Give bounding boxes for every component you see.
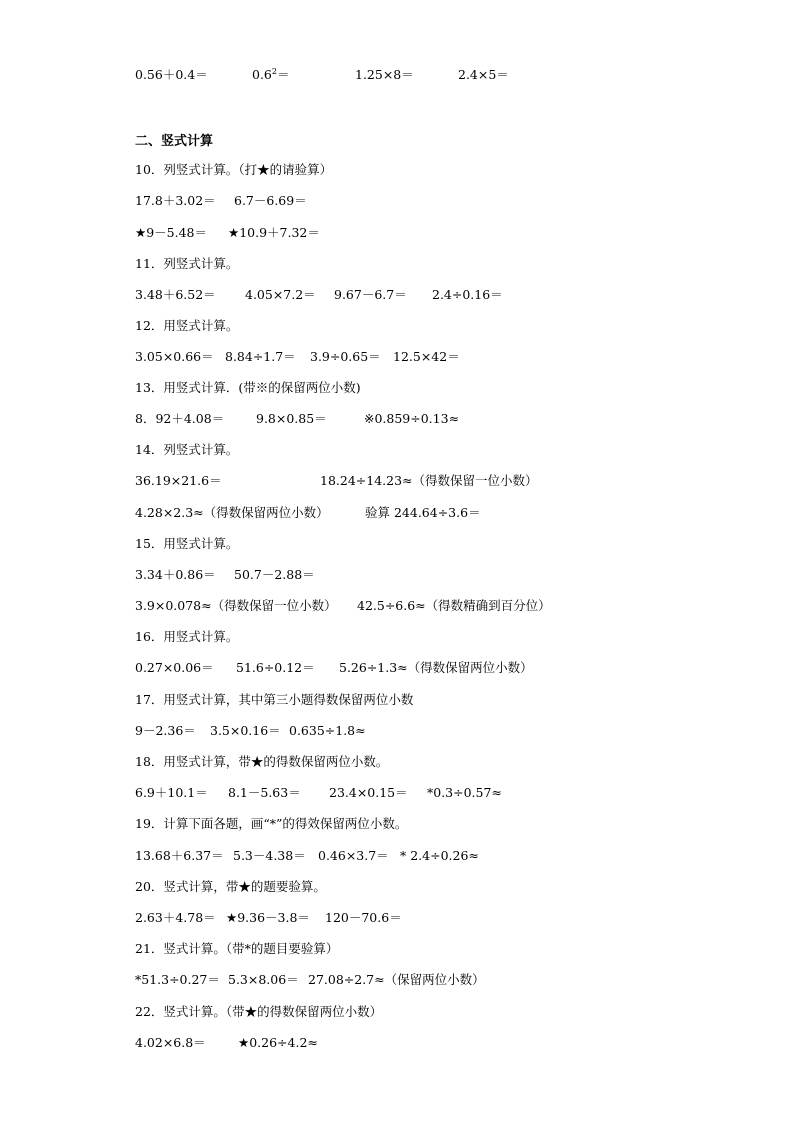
top-exercise-3: 1.25×8＝ xyxy=(355,67,414,82)
top-exercise-2-base: 0.6 xyxy=(252,67,272,82)
exercise: 0.27×0.06＝ xyxy=(135,660,214,675)
exercise: ★0.26÷4.2≈ xyxy=(238,1035,318,1050)
exercise: 9－2.36＝ xyxy=(135,723,196,738)
exercise: ★10.9＋7.32＝ xyxy=(228,225,320,240)
exercise: *0.3÷0.57≈ xyxy=(427,785,502,800)
exercise: 5.3－4.38＝ xyxy=(233,848,306,863)
exercise: 8.84÷1.7＝ xyxy=(225,349,296,364)
exercise: ★9－5.48＝ xyxy=(135,225,207,240)
exercise: ★9.36－3.8＝ xyxy=(226,910,310,925)
exercise: 42.5÷6.6≈（得数精确到百分位） xyxy=(357,598,551,613)
question-13-title: 13．用竖式计算．(带※的保留两位小数) xyxy=(135,380,361,395)
exercise: 36.19×21.6＝ xyxy=(135,473,222,488)
question-11-title: 11．列竖式计算。 xyxy=(135,256,239,271)
exercise: 3.48＋6.52＝ xyxy=(135,287,216,302)
exercise: 4.28×2.3≈（得数保留两位小数） xyxy=(135,505,329,520)
question-15-title: 15．用竖式计算。 xyxy=(135,536,239,551)
question-17-title: 17．用竖式计算，其中第三小题得数保留两位小数 xyxy=(135,692,414,707)
exercise: 5.26÷1.3≈（得数保留两位小数） xyxy=(339,660,533,675)
exercise: 9.8×0.85＝ xyxy=(256,411,327,426)
question-14-title: 14．列竖式计算。 xyxy=(135,442,239,457)
exercise: 8．92＋4.08＝ xyxy=(135,411,225,426)
exercise: 6.7－6.69＝ xyxy=(234,193,307,208)
exercise: 12.5×42＝ xyxy=(393,349,460,364)
question-12-title: 12．用竖式计算。 xyxy=(135,318,239,333)
question-20-title: 20．竖式计算，带★的题要验算。 xyxy=(135,879,326,894)
exercise: 5.3×8.06＝ xyxy=(228,972,299,987)
exercise: ※0.859÷0.13≈ xyxy=(364,411,460,426)
exercise: 17.8＋3.02＝ xyxy=(135,193,216,208)
exercise: 0.46×3.7＝ xyxy=(318,848,389,863)
exercise: 验算 244.64÷3.6＝ xyxy=(365,505,481,520)
exercise: 3.9×0.078≈（得数保留一位小数） xyxy=(135,598,337,613)
exercise: 4.02×6.8＝ xyxy=(135,1035,206,1050)
exercise: 50.7－2.88＝ xyxy=(234,567,315,582)
top-exercise-2 xyxy=(252,67,290,83)
exercise: 3.05×0.66＝ xyxy=(135,349,214,364)
exercise: 27.08÷2.7≈（保留两位小数） xyxy=(308,972,485,987)
exercise: 120－70.6＝ xyxy=(325,910,402,925)
top-exercise-4: 2.4×5＝ xyxy=(458,67,509,82)
exercise: 2.4÷0.16＝ xyxy=(432,287,503,302)
exercise: 0.635÷1.8≈ xyxy=(289,723,366,738)
question-19-title: 19．计算下面各题，画“*”的得效保留两位小数。 xyxy=(135,816,408,831)
exercise: 8.1－5.63＝ xyxy=(228,785,301,800)
exercise: 4.05×7.2＝ xyxy=(245,287,316,302)
exercise: 3.5×0.16＝ xyxy=(210,723,281,738)
exercise: 51.6÷0.12＝ xyxy=(236,660,315,675)
section-title: 二、竖式计算 xyxy=(135,134,214,149)
exercise: *51.3÷0.27＝ xyxy=(135,972,220,987)
question-16-title: 16．用竖式计算。 xyxy=(135,629,239,644)
exercise: 18.24÷14.23≈（得数保留一位小数） xyxy=(320,473,538,488)
top-exercise-1: 0.56＋0.4＝ xyxy=(135,67,208,82)
question-18-title: 18．用竖式计算，带★的得数保留两位小数。 xyxy=(135,754,389,769)
exercise: 2.63＋4.78＝ xyxy=(135,910,216,925)
exercise: 13.68＋6.37＝ xyxy=(135,848,224,863)
exercise: 3.34＋0.86＝ xyxy=(135,567,216,582)
exercise: 9.67－6.7＝ xyxy=(334,287,407,302)
exercise: * 2.4÷0.26≈ xyxy=(400,848,479,863)
question-10-title: 10．列竖式计算。（打★的请验算） xyxy=(135,162,333,177)
exercise: 6.9＋10.1＝ xyxy=(135,785,208,800)
top-exercise-2-equals: ＝ xyxy=(276,67,290,82)
question-21-title: 21．竖式计算。（带*的题目要验算） xyxy=(135,941,339,956)
question-22-title: 22．竖式计算。（带★的得数保留两位小数） xyxy=(135,1004,383,1019)
exercise: 3.9÷0.65＝ xyxy=(310,349,381,364)
top-exercise-2-exponent: 2 xyxy=(271,66,277,76)
exercise: 23.4×0.15＝ xyxy=(329,785,408,800)
